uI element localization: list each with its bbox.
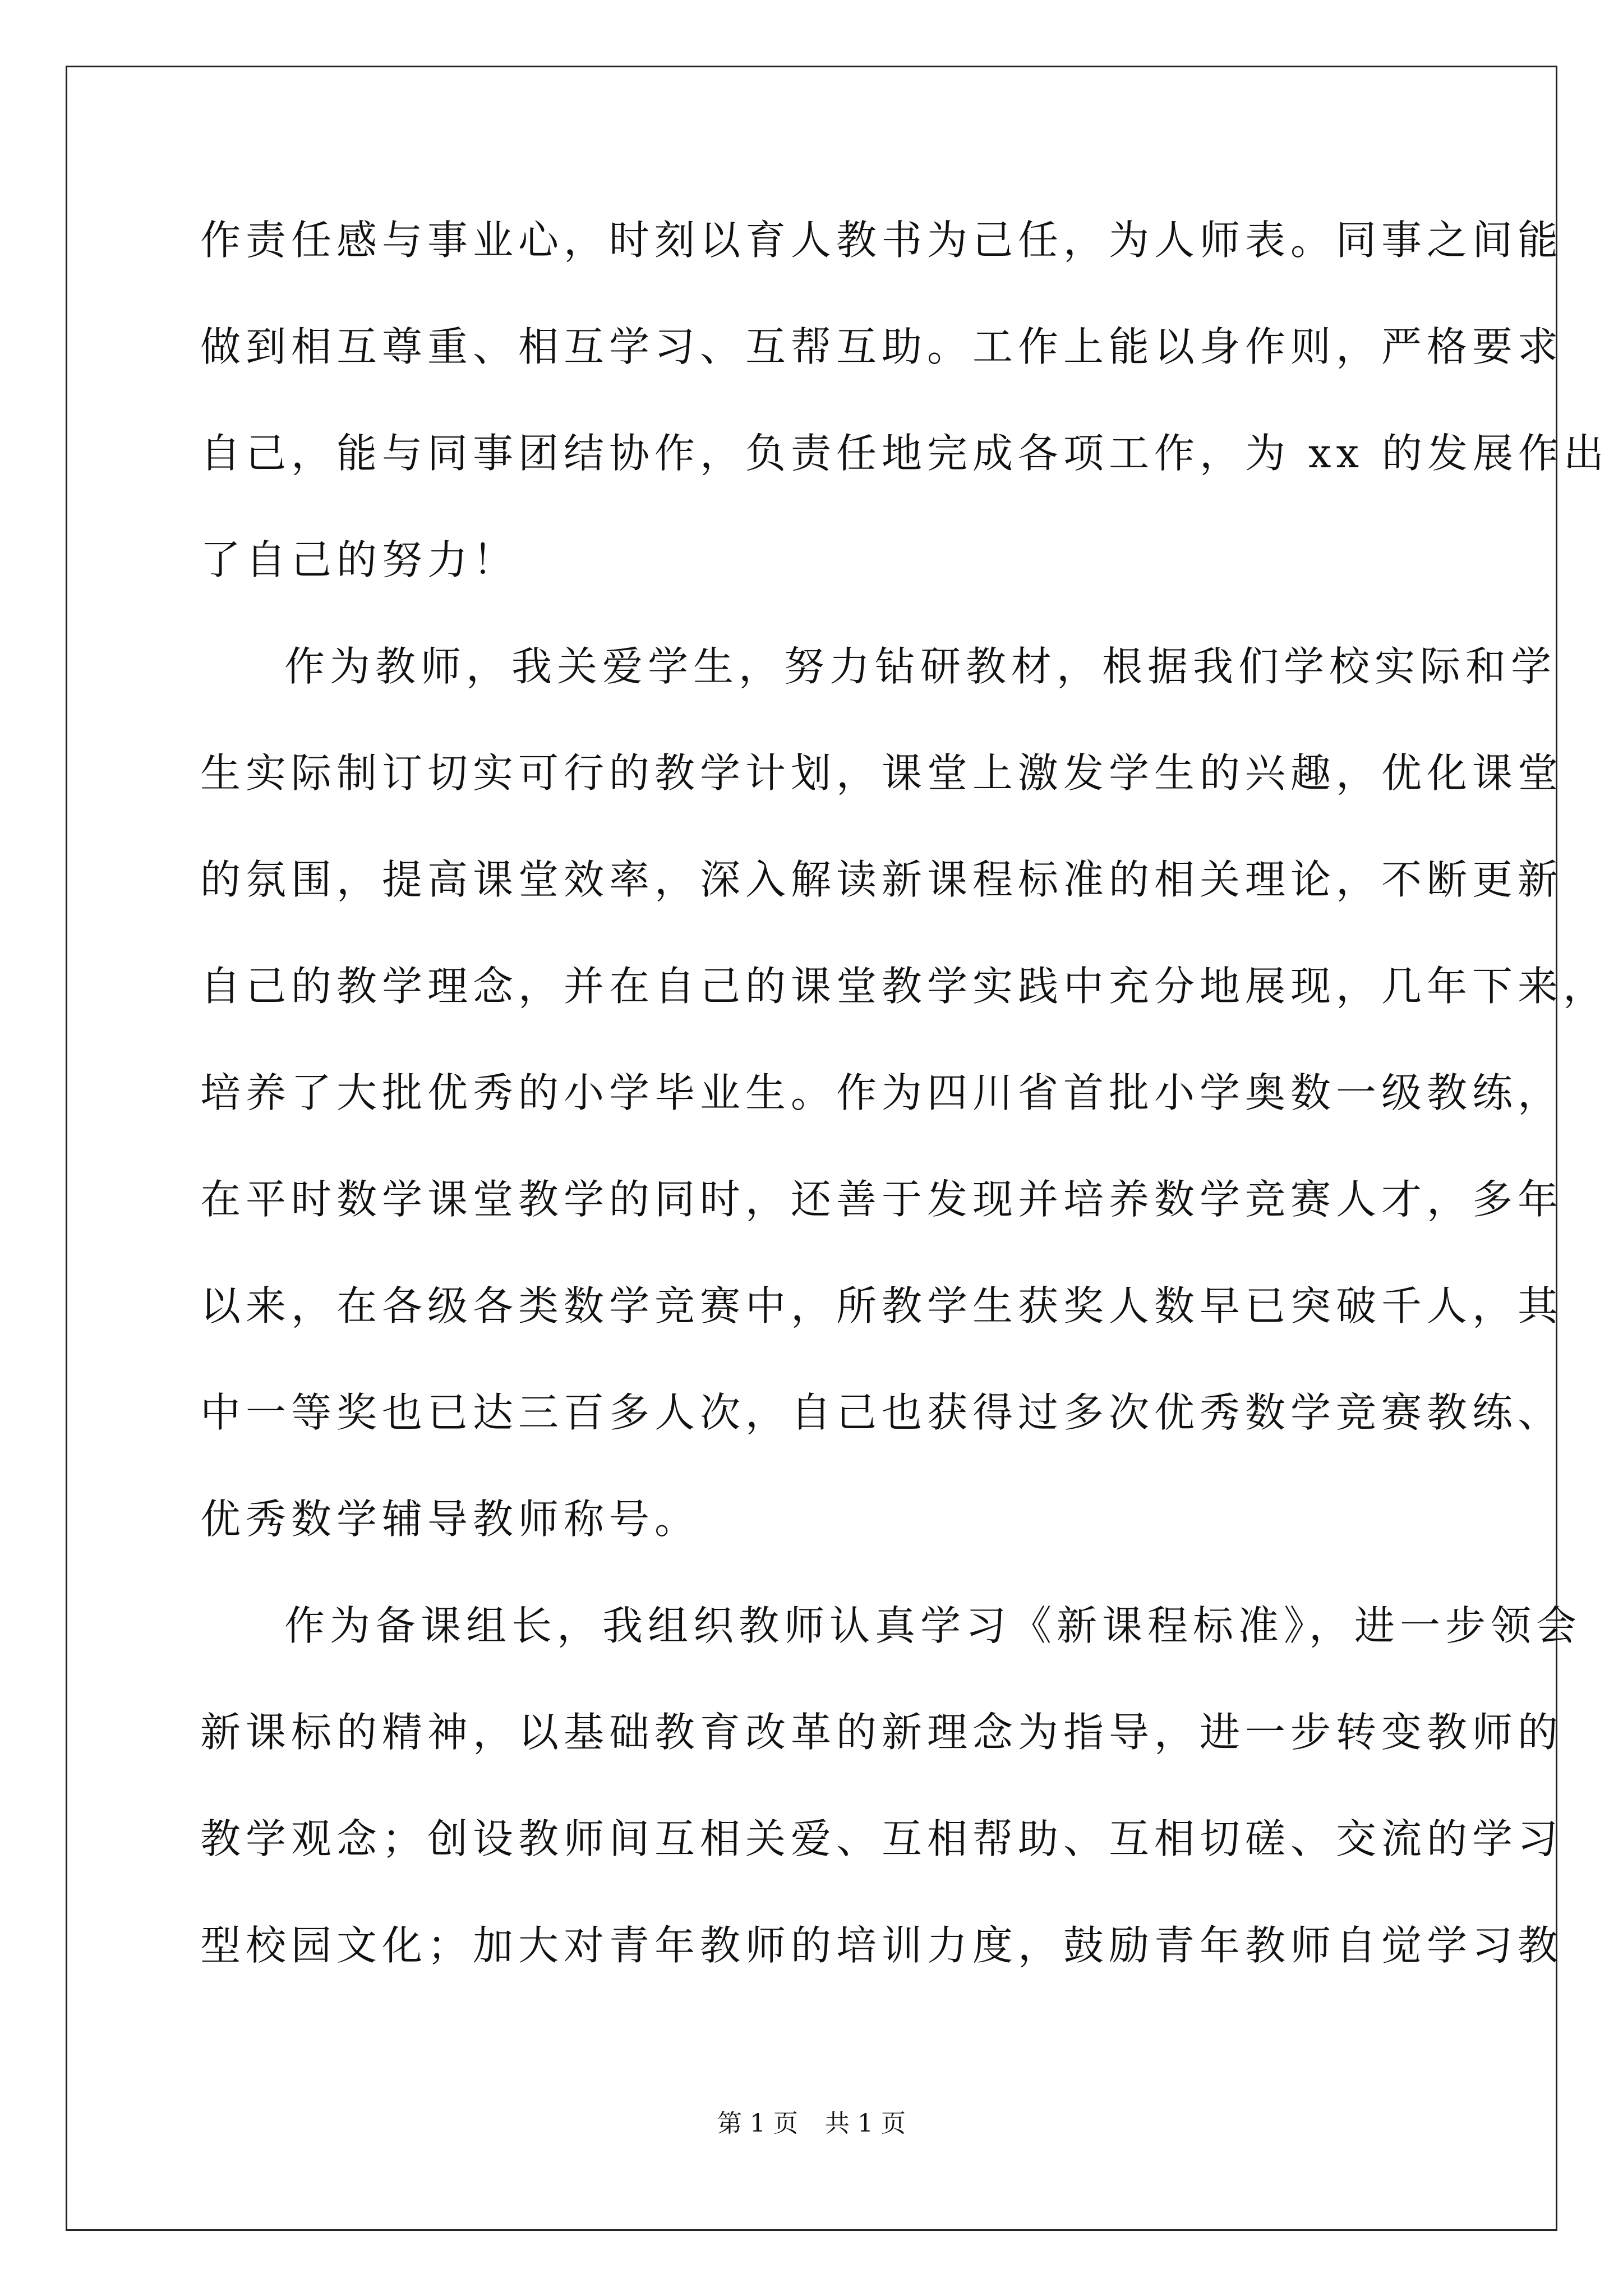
text-line: 生实际制订切实可行的教学计划，课堂上激发学生的兴趣，优化课堂 xyxy=(200,749,1564,797)
page-total: 共 1 页 xyxy=(825,2109,906,2138)
text-line: 自己，能与同事团结协作，负责任地完成各项工作，为 xx 的发展作出 xyxy=(200,430,1609,477)
document-body xyxy=(200,217,1609,2032)
text-line: 作责任感与事业心，时刻以育人教书为己任，为人师表。同事之间能 xyxy=(200,217,1564,264)
text-line: 以来，在各级各类数学竞赛中，所教学生获奖人数早已突破千人，其 xyxy=(200,1282,1564,1329)
text-line: 教学观念；创设教师间互相关爱、互相帮助、互相切磋、交流的学习 xyxy=(200,1815,1564,1862)
text-line: 在平时数学课堂教学的同时，还善于发现并培养数学竞赛人才，多年 xyxy=(200,1176,1564,1223)
text-line: 了自己的努力！ xyxy=(200,536,519,583)
text-line: 新课标的精神，以基础教育改革的新理念为指导，进一步转变教师的 xyxy=(200,1709,1564,1756)
text-line: 的氛围，提高课堂效率，深入解读新课程标准的相关理论，不断更新 xyxy=(200,856,1564,903)
page-number: 第 1 页 xyxy=(717,2109,798,2138)
text-line: 做到相互尊重、相互学习、互帮互助。工作上能以身作则，严格要求 xyxy=(200,323,1564,370)
text-line: 培养了大批优秀的小学毕业生。作为四川省首批小学奥数一级教练， xyxy=(200,1069,1564,1116)
text-line: 作为教师，我关爱学生，努力钻研教材，根据我们学校实际和学 xyxy=(284,643,1557,690)
text-line: 中一等奖也已达三百多人次，自己也获得过多次优秀数学竞赛教练、 xyxy=(200,1389,1564,1436)
text-line: 作为备课组长，我组织教师认真学习《新课程标准》，进一步领会 xyxy=(284,1602,1582,1649)
text-line: 型校园文化；加大对青年教师的培训力度，鼓励青年教师自觉学习教 xyxy=(200,1922,1564,1969)
text-line: 自己的教学理念，并在自己的课堂教学实践中充分地展现，几年下来， xyxy=(200,963,1609,1010)
text-line: 优秀数学辅导教师称号。 xyxy=(200,1496,700,1543)
page-footer xyxy=(0,2111,1623,2136)
